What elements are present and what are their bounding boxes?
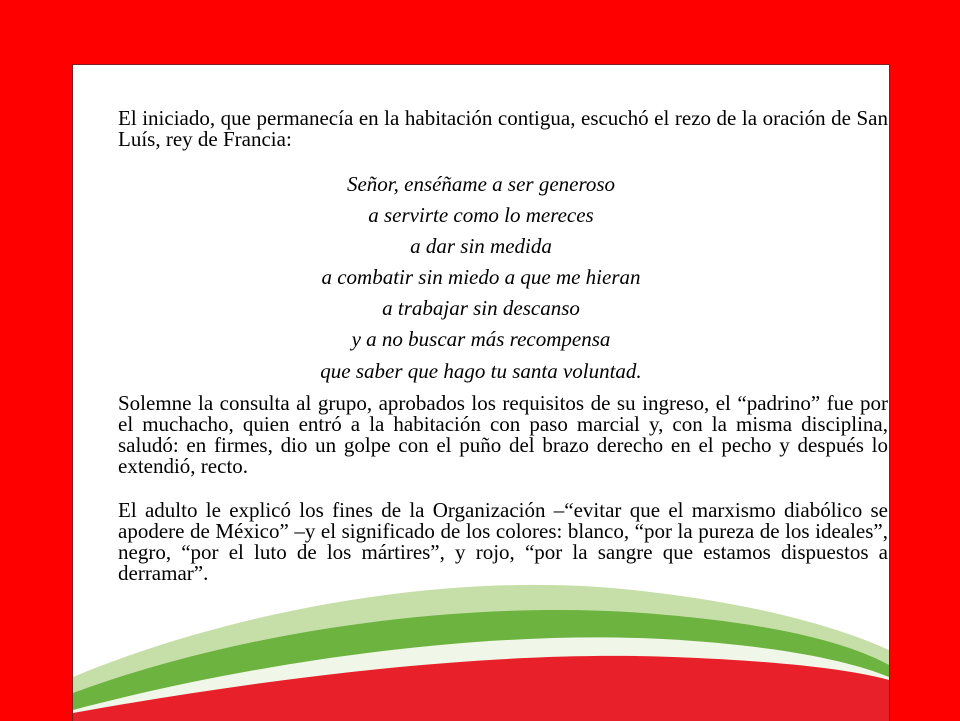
prayer-line: a dar sin medida (410, 234, 552, 258)
prayer-line: a trabajar sin descanso (382, 296, 580, 320)
slide-panel (72, 64, 890, 721)
intro-paragraph (118, 108, 888, 150)
intro-text: El iniciado, que permanecía en la habitación contigua, escuchó el rezo de la oración de San Luís, rey de Francia: (118, 106, 888, 151)
paragraph-organization (118, 500, 888, 584)
paragraph-organization-text: El adulto le explicó los fines de la Organización –“evitar que el marxismo diabólico se apodere de México” –y el significado de los colores: blanco, “por la pureza de los ideales”, negro, “por el luto de los mártires”, y rojo, “por la sangre que estamos dispuestos a derramar”. (118, 498, 888, 585)
prayer-line: a servirte como lo mereces (368, 203, 594, 227)
paragraph-ceremony-text: Solemne la consulta al grupo, aprobados los requisitos de su ingreso, el “padrino” fue por el muchacho, quien entró a la habitación con paso marcial y, con la misma disciplina, saludó: en firmes, dio un golpe con el puño del brazo derecho en el pecho y después lo extendió, recto. (118, 391, 888, 478)
paragraph-ceremony (118, 393, 888, 477)
prayer-line: a combatir sin miedo a que me hieran (321, 265, 641, 289)
prayer-line: y a no buscar más recompensa (351, 327, 611, 351)
prayer-line: que saber que hago tu santa voluntad. (320, 359, 642, 383)
prayer-line: Señor, enséñame a ser generoso (346, 172, 616, 196)
